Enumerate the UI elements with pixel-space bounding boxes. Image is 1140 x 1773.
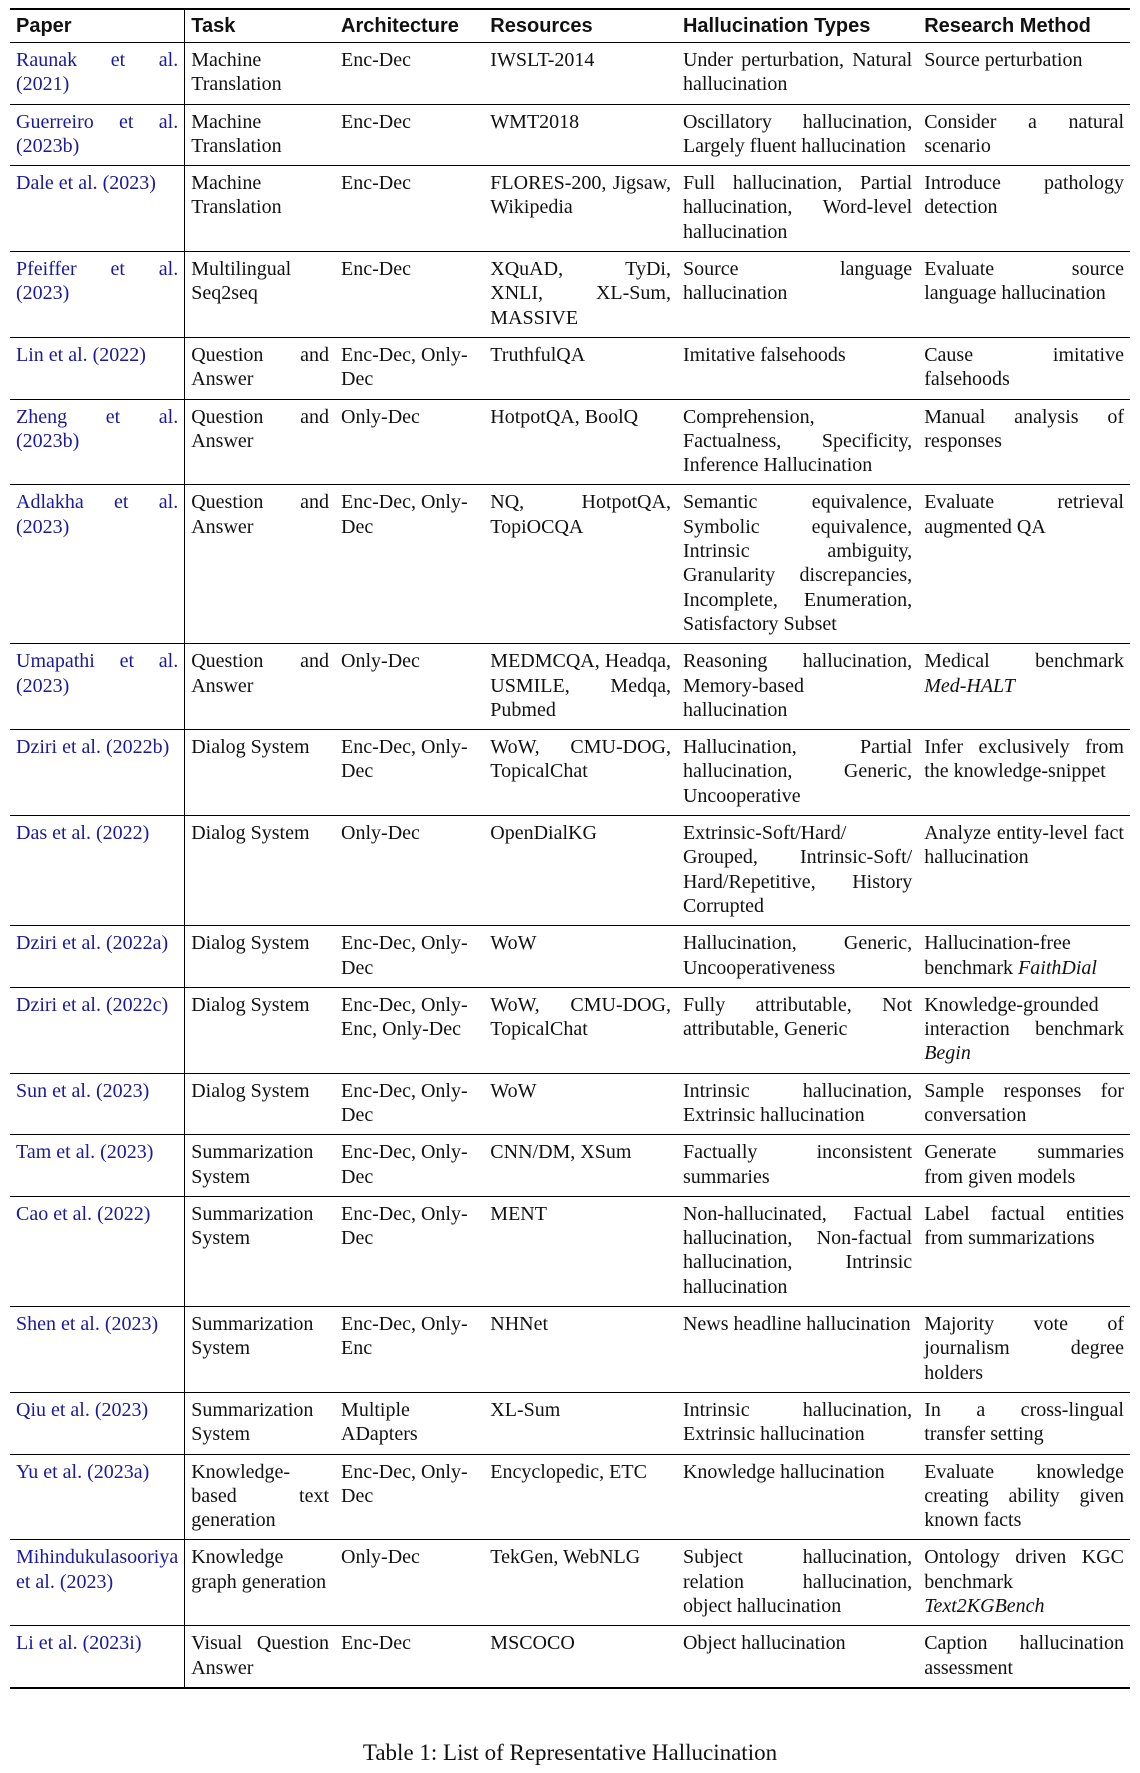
cell-resources [484,1073,677,1135]
header-paper: Paper [10,9,185,43]
cell-resources [484,166,677,252]
cell-paper-text: Yu et al. (2023a) [16,1460,150,1483]
cell-resources [484,252,677,338]
cell-task-text: Summarization System [191,1313,314,1360]
cell-resources [484,1135,677,1197]
cell-paper-text: Dziri et al. (2022a) [16,932,169,955]
cell-task-text: Machine Translation [191,110,282,157]
cell-research-method-text: Majority vote of journalism degree holders [924,1313,1124,1384]
cell-paper [10,730,185,816]
cell-paper-text: Dale et al. (2023) [16,172,156,195]
cell-resources [484,1626,677,1688]
cell-architecture [335,1454,484,1540]
cell-architecture [335,644,484,730]
cell-hallucination-types-text: Source language hallucination [682,258,913,305]
cell-paper [10,399,185,485]
cell-task [185,1196,335,1306]
cell-architecture-text: Enc-Dec, Only-Dec [341,932,468,979]
benchmark-name: FaithDial [1018,956,1097,979]
cell-task-text: Knowledge-based text generation [191,1460,330,1532]
cell-task [185,926,335,988]
cell-research-method [918,252,1130,338]
cell-architecture-text: Enc-Dec, Only-Dec [341,1202,468,1250]
cell-hallucination-types [677,252,918,338]
cell-paper [10,1135,185,1197]
cell-research-method [918,1540,1130,1626]
table-row [10,337,1130,399]
cell-resources-text: WMT2018 [490,110,580,133]
table-row [10,43,1130,105]
table-row [10,252,1130,338]
cell-hallucination-types-text: Intrinsic hallucination, Extrinsic hallucination [682,1398,913,1446]
cell-task-text: Summarization System [191,1202,314,1250]
cell-hallucination-types [677,1135,918,1197]
cell-architecture [335,252,484,338]
cell-resources [484,644,677,730]
cell-architecture [335,1540,484,1626]
cell-hallucination-types-text: Extrinsic-Soft/Hard/ Grouped, Intrinsic-Soft/ Hard/Repetitive, History Corrupted [682,822,913,917]
table-row [10,987,1130,1073]
cell-architecture-text: Enc-Dec [341,49,411,71]
cell-architecture [335,485,484,644]
table-row [10,1392,1130,1454]
cell-paper [10,816,185,926]
cell-research-method [918,485,1130,644]
cell-hallucination-types [677,816,918,926]
cell-architecture-text: Enc-Dec, Only-Dec [341,1460,468,1507]
cell-task [185,104,335,166]
cell-research-method [918,730,1130,816]
cell-paper [10,1307,185,1393]
cell-hallucination-types [677,399,918,485]
header-task: Task [185,9,335,43]
benchmark-name: Begin [924,1042,971,1065]
cell-research-method [918,337,1130,399]
cell-paper [10,644,185,730]
cell-research-method [918,1073,1130,1135]
cell-paper [10,1073,185,1135]
cell-paper-text: Raunak et al. (2021) [16,49,179,96]
cell-task-text: Visual Question Answer [191,1632,330,1679]
cell-resources-text: MENT [490,1202,547,1225]
cell-research-method [918,1196,1130,1306]
cell-architecture [335,104,484,166]
cell-paper [10,485,185,644]
cell-hallucination-types [677,1540,918,1626]
cell-resources-text: NHNet [490,1313,549,1336]
cell-research-method-text: Evaluate source language hallucination [924,258,1124,305]
hallucination-table [10,8,1130,1689]
cell-resources [484,987,677,1073]
cell-resources-text: MSCOCO [490,1632,575,1655]
header-hallucination-types: Hallucination Types [677,9,918,43]
cell-resources-text: FLORES-200, Jigsaw, Wikipedia [490,172,671,219]
cell-research-method-text: In a cross-lingual transfer setting [924,1398,1124,1446]
cell-hallucination-types-text: News headline hallucination [682,1313,911,1336]
cell-paper [10,1454,185,1540]
table-row [10,730,1130,816]
cell-research-method-text: Cause imitative falsehoods [924,343,1124,391]
cell-hallucination-types-text: Knowledge hallucination [682,1460,885,1483]
cell-research-method [918,43,1130,105]
cell-research-method [918,166,1130,252]
cell-research-method-text: Infer exclusively from the knowledge-snippet [924,736,1124,783]
cell-research-method-text: Introduce pathology detection [924,172,1124,219]
cell-paper [10,1196,185,1306]
cell-task [185,1073,335,1135]
benchmark-name: Med-HALT [924,674,1015,697]
cell-task [185,1540,335,1626]
header-research-method: Research Method [918,9,1130,43]
cell-hallucination-types-text: Hallucination, Generic, Uncooperativeness [682,932,913,979]
cell-research-method-text: Knowledge-grounded interaction benchmark [924,993,1124,1041]
cell-architecture-text: Enc-Dec [341,1632,411,1655]
cell-task [185,644,335,730]
cell-task-text: Dialog System [191,822,310,845]
cell-task-text: Multilingual Seq2seq [191,258,292,305]
cell-architecture [335,987,484,1073]
cell-architecture-text: Enc-Dec, Only-Enc, Only-Dec [341,993,468,1041]
cell-architecture-text: Only-Dec [341,650,420,673]
cell-paper [10,104,185,166]
cell-paper-text: Dziri et al. (2022c) [16,993,169,1016]
cell-paper [10,337,185,399]
cell-research-method-text: Evaluate retrieval augmented QA [924,491,1124,538]
cell-task [185,337,335,399]
cell-hallucination-types-text: Intrinsic hallucination, Extrinsic hallucination [682,1079,913,1126]
cell-paper-text: Zheng et al. (2023b) [16,405,179,452]
cell-resources-text: TruthfulQA [490,343,586,366]
cell-task [185,252,335,338]
cell-paper [10,1392,185,1454]
cell-task [185,166,335,252]
cell-research-method [918,987,1130,1073]
table-row [10,926,1130,988]
cell-task-text: Summarization System [191,1398,314,1446]
cell-research-method [918,1626,1130,1688]
cell-paper-text: Adlakha et al. (2023) [16,491,179,538]
cell-research-method [918,644,1130,730]
cell-architecture [335,1135,484,1197]
cell-architecture-text: Enc-Dec, Only-Dec [341,1079,468,1126]
cell-resources [484,43,677,105]
cell-task [185,1392,335,1454]
cell-hallucination-types-text: Hallucination, Partial hallucination, Generic, Uncooperative [682,736,913,807]
cell-paper-text: Li et al. (2023i) [16,1632,142,1655]
cell-resources-text: MEDMCQA, Headqa, USMILE, Medqa, Pubmed [490,650,671,721]
table-row [10,1135,1130,1197]
cell-hallucination-types [677,1454,918,1540]
table-body [10,43,1130,1688]
cell-research-method [918,1392,1130,1454]
header-architecture: Architecture [335,9,484,43]
cell-task [185,730,335,816]
cell-architecture-text: Enc-Dec, Only-Dec [341,491,468,538]
cell-paper-text: Lin et al. (2022) [16,343,146,366]
cell-hallucination-types [677,987,918,1073]
cell-architecture-text: Only-Dec [341,822,420,845]
cell-architecture-text: Only-Dec [341,405,420,428]
cell-paper [10,166,185,252]
cell-paper [10,1626,185,1688]
cell-research-method-text: Medical benchmark [924,650,1124,673]
cell-research-method [918,926,1130,988]
cell-hallucination-types [677,1626,918,1688]
cell-paper [10,43,185,105]
cell-architecture [335,1307,484,1393]
cell-paper-text: Tam et al. (2023) [16,1141,154,1164]
cell-resources [484,104,677,166]
table-row [10,1307,1130,1393]
cell-architecture-text: Enc-Dec, Only-Dec [341,343,468,391]
cell-research-method-text: Generate summaries from given models [924,1141,1124,1188]
cell-architecture [335,1196,484,1306]
cell-task-text: Question and Answer [191,405,330,452]
cell-architecture [335,1392,484,1454]
cell-hallucination-types-text: Imitative falsehoods [682,343,846,366]
cell-task-text: Summarization System [191,1141,314,1188]
cell-resources-text: WoW, CMU-DOG, TopicalChat [490,993,671,1041]
cell-hallucination-types-text: Comprehension, Factualness, Specificity, Inference Hallucination [682,405,913,477]
cell-paper-text: Cao et al. (2022) [16,1202,151,1225]
cell-task [185,1135,335,1197]
table-row [10,485,1130,644]
cell-hallucination-types [677,1392,918,1454]
table-row [10,1454,1130,1540]
cell-task-text: Question and Answer [191,650,330,697]
cell-architecture [335,166,484,252]
cell-research-method [918,104,1130,166]
cell-research-method [918,1454,1130,1540]
cell-architecture-text: Only-Dec [341,1546,420,1569]
cell-hallucination-types [677,166,918,252]
table-row [10,166,1130,252]
cell-resources-text: TekGen, WebNLG [490,1546,641,1569]
header-row [10,9,1130,43]
cell-hallucination-types [677,337,918,399]
cell-task-text: Knowledge graph generation [191,1546,327,1593]
cell-hallucination-types [677,1196,918,1306]
cell-hallucination-types [677,926,918,988]
cell-task-text: Question and Answer [191,343,330,391]
cell-task [185,485,335,644]
cell-hallucination-types [677,730,918,816]
benchmark-name: Text2KGBench [924,1595,1045,1618]
cell-architecture [335,43,484,105]
table-row [10,644,1130,730]
cell-resources [484,1392,677,1454]
cell-resources-text: WoW [490,1079,537,1102]
cell-hallucination-types [677,104,918,166]
cell-architecture [335,399,484,485]
cell-resources-text: CNN/DM, XSum [490,1141,632,1164]
cell-task-text: Dialog System [191,1079,310,1102]
cell-task-text: Machine Translation [191,49,282,96]
cell-task [185,43,335,105]
cell-resources-text: XQuAD, TyDi, XNLI, XL-Sum, MASSIVE [490,258,671,329]
cell-architecture [335,730,484,816]
cell-architecture [335,1626,484,1688]
cell-research-method-text: Manual analysis of responses [924,405,1124,452]
cell-hallucination-types [677,644,918,730]
cell-hallucination-types-text: Reasoning hallucination, Memory-based hallucination [682,650,913,721]
table-row [10,1626,1130,1688]
cell-research-method-text: Caption hallucination assessment [924,1632,1124,1679]
cell-paper-text: Sun et al. (2023) [16,1079,150,1102]
cell-architecture [335,816,484,926]
cell-paper-text: Pfeiffer et al. (2023) [16,258,179,305]
cell-paper-text: Qiu et al. (2023) [16,1398,149,1421]
cell-research-method [918,816,1130,926]
cell-research-method-text: Label factual entities from summarizations [924,1202,1124,1250]
cell-resources [484,1540,677,1626]
cell-task-text: Dialog System [191,932,310,955]
cell-research-method [918,1135,1130,1197]
cell-research-method [918,1307,1130,1393]
cell-research-method-text: Hallucination-free benchmark [924,932,1071,979]
cell-resources [484,399,677,485]
cell-paper [10,1540,185,1626]
header-resources: Resources [484,9,677,43]
table-row [10,104,1130,166]
cell-paper [10,252,185,338]
cell-hallucination-types-text: Full hallucination, Partial hallucination, Word-level hallucination [682,172,913,243]
cell-hallucination-types [677,1307,918,1393]
cell-task [185,987,335,1073]
cell-task [185,399,335,485]
cell-architecture-text: Enc-Dec, Only-Dec [341,736,468,783]
cell-paper-text: Guerreiro et al. (2023b) [16,110,179,157]
cell-resources-text: Encyclopedic, ETC [490,1460,647,1483]
cell-architecture-text: Enc-Dec, Only-Enc [341,1313,468,1360]
cell-architecture-text: Enc-Dec [341,110,411,133]
cell-hallucination-types-text: Factually inconsistent summaries [682,1141,913,1188]
cell-resources [484,337,677,399]
cell-task [185,1454,335,1540]
cell-task-text: Question and Answer [191,491,330,538]
table-row [10,1540,1130,1626]
cell-research-method [918,399,1130,485]
cell-paper [10,926,185,988]
cell-paper-text: Umapathi et al. (2023) [16,650,179,697]
cell-task-text: Machine Translation [191,172,282,219]
cell-resources-text: IWSLT-2014 [490,49,595,71]
cell-hallucination-types [677,43,918,105]
cell-hallucination-types [677,485,918,644]
cell-task [185,1626,335,1688]
cell-research-method-text: Ontology driven KGC benchmark [924,1546,1124,1593]
cell-research-method-text: Sample responses for conversation [924,1079,1124,1126]
cell-resources-text: XL-Sum [490,1398,561,1421]
cell-paper-text: Shen et al. (2023) [16,1313,159,1336]
cell-hallucination-types-text: Semantic equivalence, Symbolic equivalence, Intrinsic ambiguity, Granularity discrepancies, Incomplete, Enumeration, Satisfactory Subset [682,491,913,635]
cell-architecture [335,1073,484,1135]
cell-resources [484,730,677,816]
cell-architecture-text: Enc-Dec [341,258,411,281]
table-row [10,399,1130,485]
cell-task-text: Dialog System [191,736,310,759]
cell-architecture-text: Enc-Dec [341,172,411,195]
cell-resources [484,1307,677,1393]
cell-resources-text: NQ, HotpotQA, TopiOCQA [490,491,671,538]
cell-hallucination-types-text: Fully attributable, Not attributable, Generic [682,993,913,1041]
cell-paper [10,987,185,1073]
cell-resources-text: WoW, CMU-DOG, TopicalChat [490,736,671,783]
cell-hallucination-types-text: Object hallucination [682,1632,846,1655]
cell-architecture [335,926,484,988]
cell-architecture-text: Enc-Dec, Only-Dec [341,1141,468,1188]
cell-hallucination-types [677,1073,918,1135]
cell-paper-text: Das et al. (2022) [16,822,150,845]
cell-task [185,816,335,926]
cell-architecture-text: Multiple ADapters [341,1398,418,1446]
cell-hallucination-types-text: Subject hallucination, relation hallucination, object hallucination [682,1546,913,1618]
cell-resources [484,1196,677,1306]
cell-resources-text: OpenDialKG [490,822,597,845]
cell-architecture [335,337,484,399]
table-row [10,1196,1130,1306]
cell-research-method-text: Source perturbation [924,49,1083,71]
cell-resources [484,485,677,644]
cell-hallucination-types-text: Under perturbation, Natural hallucination [682,49,913,96]
cell-resources-text: WoW [490,932,537,955]
table-row [10,1073,1130,1135]
cell-task [185,1307,335,1393]
cell-paper-text: Mihindukulasooriya et al. (2023) [16,1546,179,1593]
cell-resources [484,816,677,926]
cell-resources-text: HotpotQA, BoolQ [490,405,639,428]
cell-hallucination-types-text: Oscillatory hallucination, Largely fluent hallucination [682,110,913,157]
table-caption: Table 1: List of Representative Hallucination [362,1740,778,1765]
cell-research-method-text: Consider a natural scenario [924,110,1124,157]
cell-hallucination-types-text: Non-hallucinated, Factual hallucination, Non-factual hallucination, Intrinsic hallucination [682,1202,913,1298]
cell-resources [484,1454,677,1540]
cell-research-method-text: Evaluate knowledge creating ability given known facts [924,1460,1124,1532]
cell-resources [484,926,677,988]
cell-task-text: Dialog System [191,993,310,1016]
cell-research-method-text: Analyze entity-level fact hallucination [924,822,1124,869]
table-row [10,816,1130,926]
cell-paper-text: Dziri et al. (2022b) [16,736,170,759]
